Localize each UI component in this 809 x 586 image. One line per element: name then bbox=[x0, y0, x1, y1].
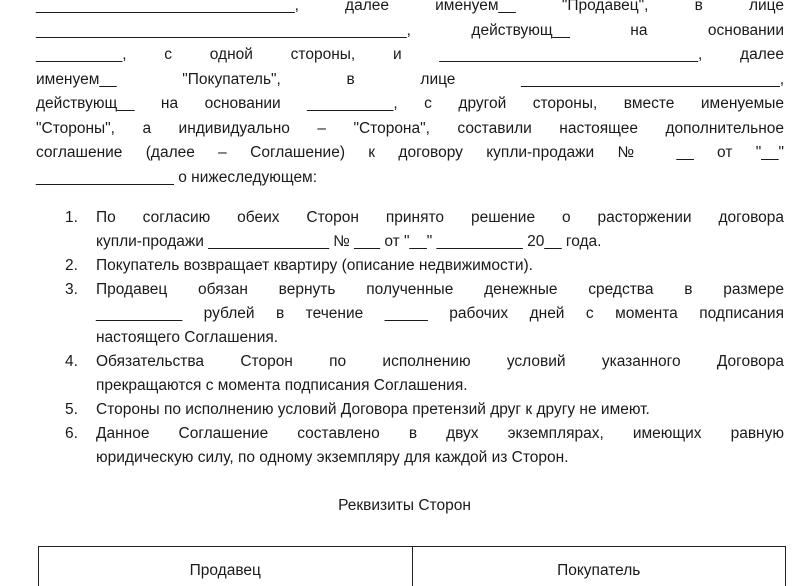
intro-line: ___________________________________________, действующ__ на основании bbox=[36, 21, 784, 39]
clause-2 bbox=[36, 254, 784, 278]
clause-line: настоящего Соглашения. bbox=[96, 329, 279, 346]
clause-line: Данное Соглашение составлено в двух экземплярах, имеющих равную bbox=[96, 425, 784, 442]
clause-line: купли-продажи ______________ № ___ от "__" __________ 20__ года. bbox=[96, 233, 602, 250]
intro-line: "Стороны", а индивидуально – "Сторона", составили настоящее дополнительное bbox=[36, 119, 784, 137]
intro-line: именуем__ "Покупатель", в лице ______________________________, bbox=[36, 70, 784, 88]
clause-number: 1. bbox=[65, 209, 78, 226]
buyer-column-header: Покупатель bbox=[412, 547, 786, 586]
clause-6 bbox=[36, 422, 784, 470]
intro-paragraph bbox=[36, 0, 784, 190]
clause-number: 6. bbox=[65, 425, 78, 442]
clause-number: 4. bbox=[65, 353, 78, 370]
intro-line: соглашение (далее – Соглашение) к договору купли-продажи № __ от "__" bbox=[36, 144, 784, 161]
requisites-title: Реквизиты Сторон bbox=[338, 497, 471, 514]
requisites-table bbox=[38, 546, 786, 586]
clause-number: 3. bbox=[65, 281, 78, 298]
clause-number: 5. bbox=[65, 401, 78, 418]
clause-line: Продавец обязан вернуть полученные денежные средства в размере bbox=[96, 281, 784, 298]
clause-4 bbox=[36, 350, 784, 398]
clause-3 bbox=[36, 278, 784, 350]
clause-line: __________ рублей в течение _____ рабочих дней с момента подписания bbox=[96, 305, 784, 322]
intro-line: ______________________________, далее именуем__ "Продавец", в лице bbox=[36, 0, 784, 14]
intro-line: ________________ о нижеследующем: bbox=[36, 168, 318, 186]
clause-line: юридическую силу, по одному экземпляру для каждой из Сторон. bbox=[96, 449, 569, 466]
clause-1 bbox=[36, 206, 784, 254]
clauses-list bbox=[36, 206, 784, 470]
clause-line: Обязательства Сторон по исполнению условий указанного Договора bbox=[96, 353, 784, 370]
clause-number: 2. bbox=[65, 257, 78, 274]
intro-line: действующ__ на основании __________, с другой стороны, вместе именуемые bbox=[36, 95, 784, 112]
intro-line: __________, с одной стороны, и ______________________________, далее bbox=[36, 46, 784, 63]
clause-line: Стороны по исполнению условий Договора претензий друг к другу не имеют. bbox=[96, 401, 650, 418]
clause-line: Покупатель возвращает квартиру (описание недвижимости). bbox=[96, 257, 533, 274]
clause-5 bbox=[36, 398, 784, 422]
seller-column-header: Продавец bbox=[189, 562, 261, 579]
clause-line: По согласию обеих Сторон принято решение о расторжении договора bbox=[96, 209, 784, 226]
clause-line: прекращаются с момента подписания Соглашения. bbox=[96, 377, 468, 394]
